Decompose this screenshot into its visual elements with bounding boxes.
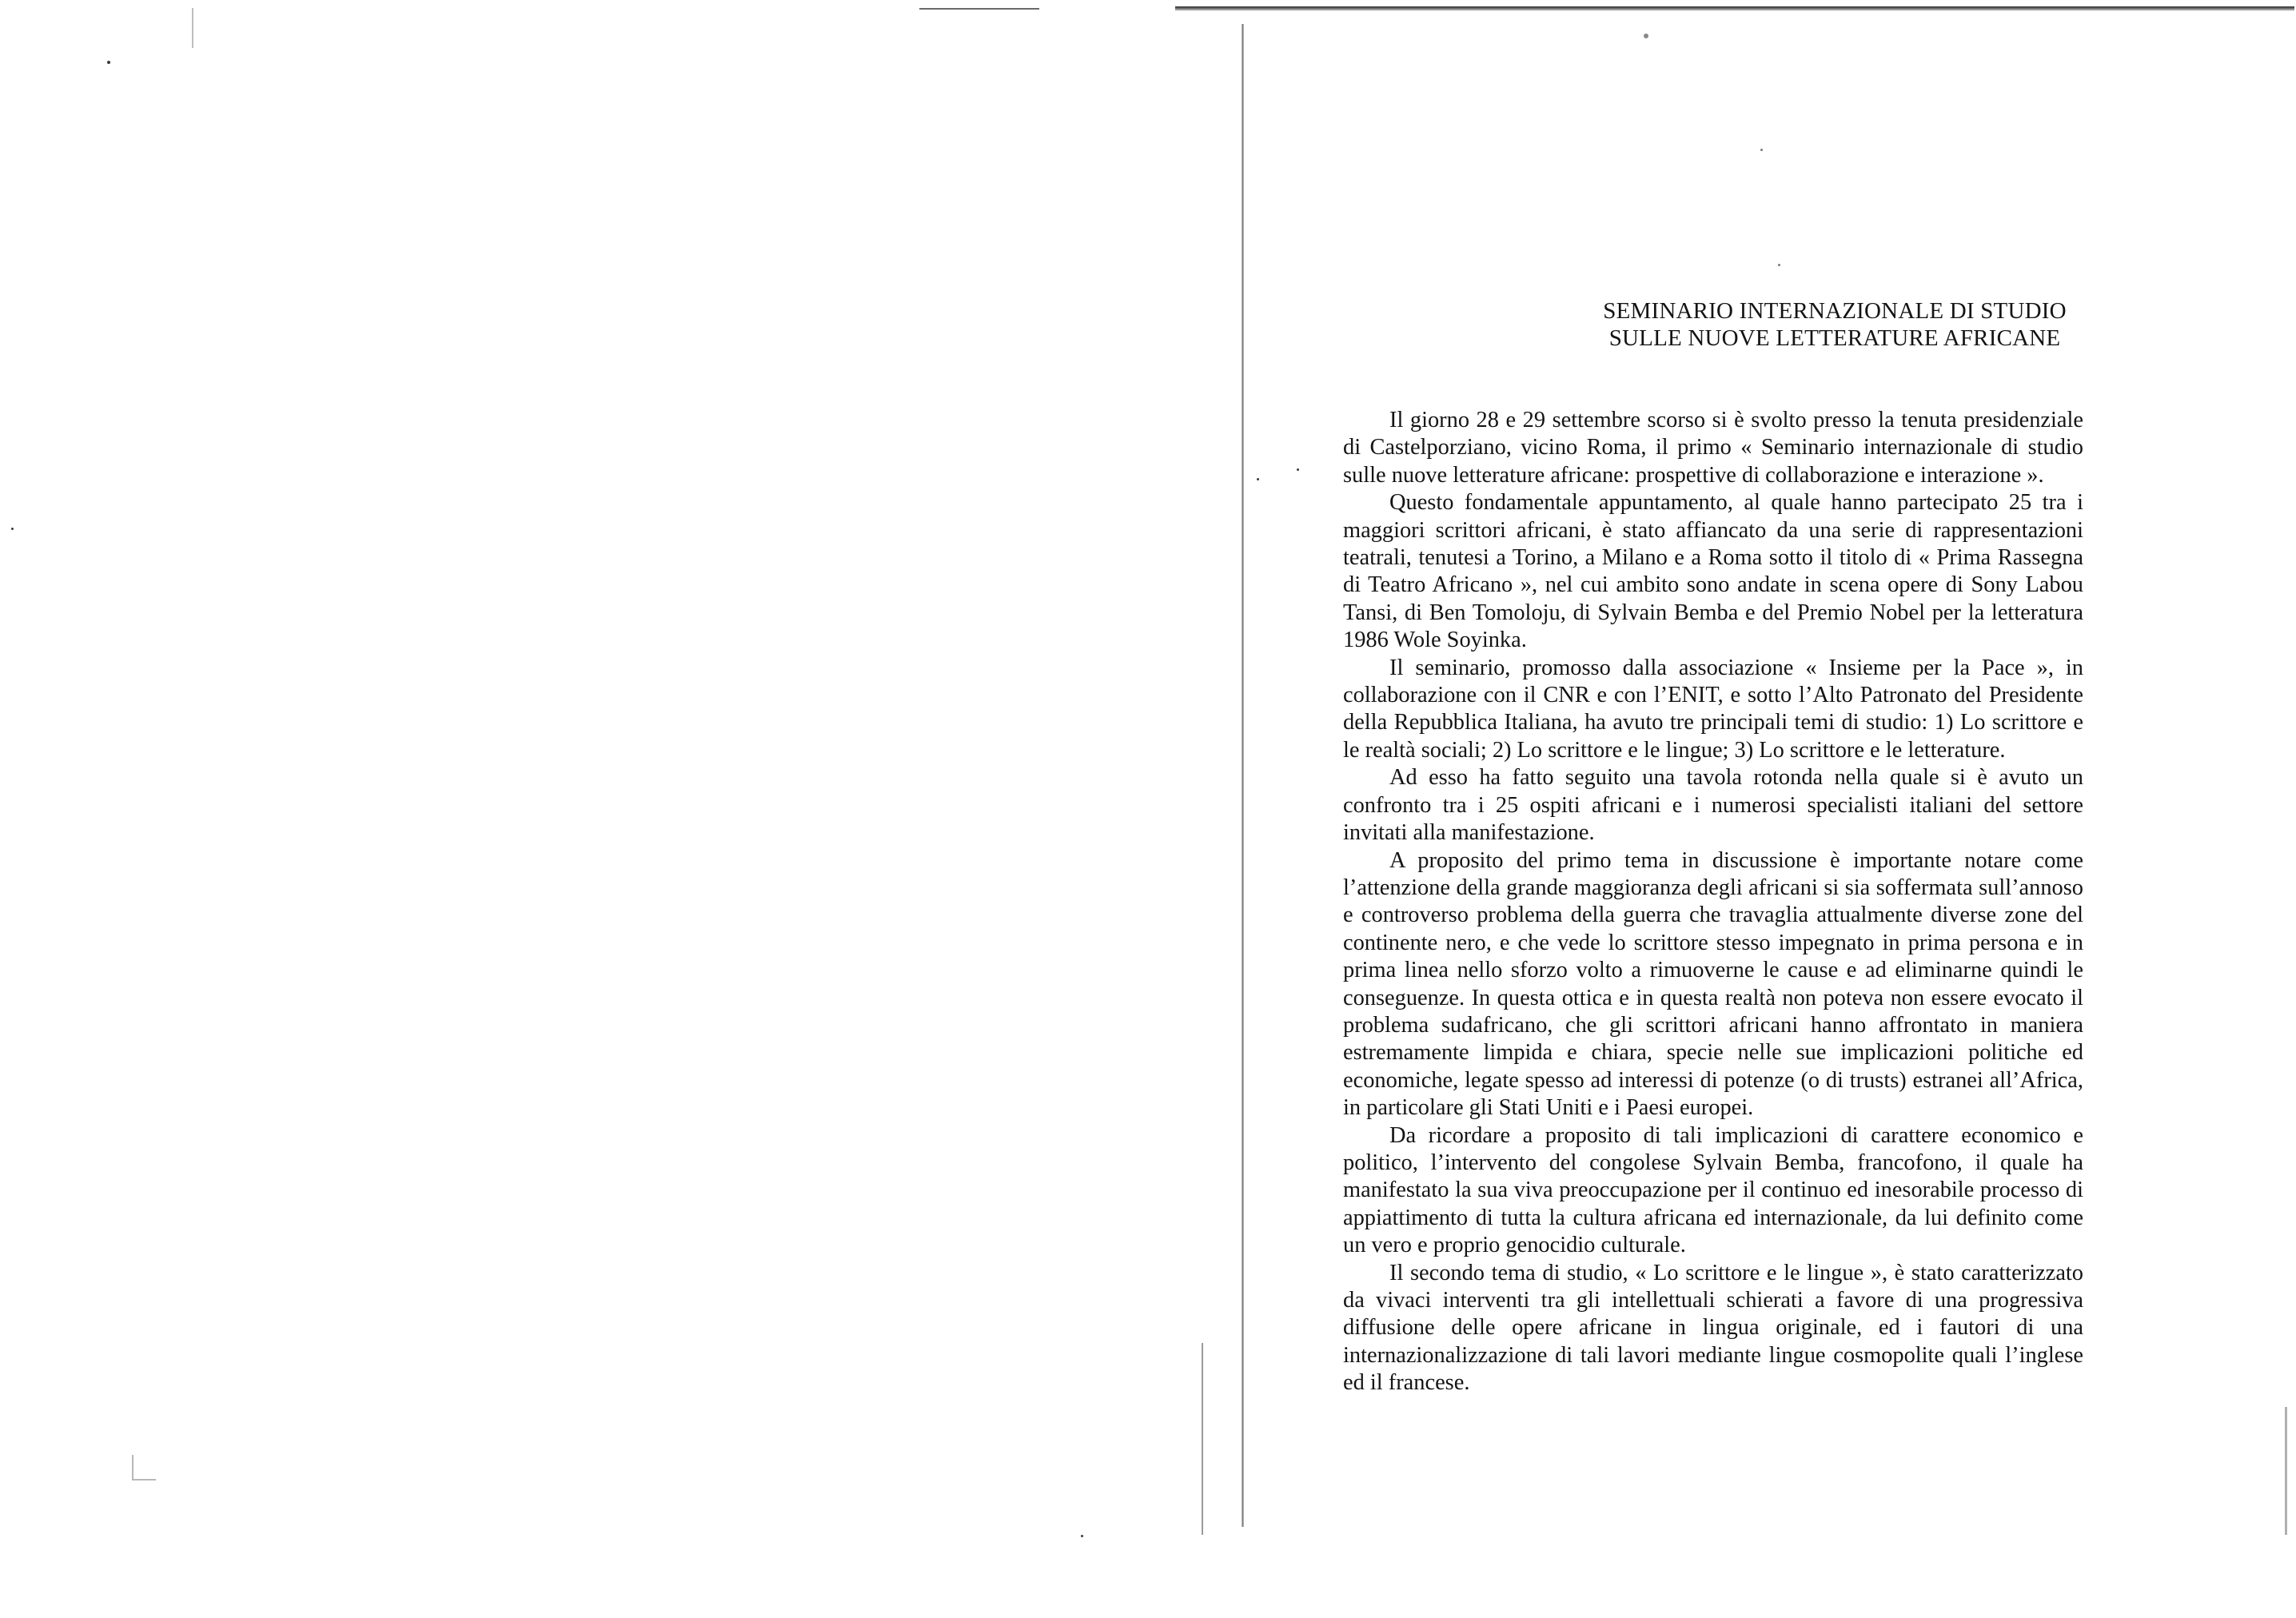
paragraph: Da ricordare a proposito di tali implicazioni di carattere economico e politico, l’intervento del congolese Sylvain Bemba, francofono, il quale ha manifestato la sua viva preoccupazione per il continuo ed inesorabile processo di appiattimento di tutta la cultura africana ed internazionale, da lui definito come un vero e proprio genocidio culturale. [1343, 1122, 2083, 1258]
scan-speck [1778, 264, 1780, 266]
title-line-2: SULLE NUOVE LETTERATURE AFRICANE [1608, 325, 2061, 351]
scan-speck [1644, 34, 1648, 38]
scan-speck [1081, 1535, 1083, 1537]
scan-speck [1257, 478, 1259, 480]
left-page-edge-mark [919, 8, 1039, 10]
paragraph: Il secondo tema di studio, « Lo scrittore e le lingue », è stato caratterizzato da vivaci interventi tra gli intellettuali schierati a favore di una progressiva diffusione delle opere africane in lingua originale, ed i fautori di una internazionalizzazione di tali lavori mediante lingue cosmopolite quali l’inglese ed il francese. [1343, 1260, 2083, 1396]
book-fold-shadow [1202, 1343, 1203, 1535]
paragraph: A proposito del primo tema in discussione è importante notare come l’attenzione della grande maggioranza degli africani si sia soffermata sull’annoso e controverso problema della guerra che travaglia attualmente diverse zone del continente nero, e che vede lo scrittore stesso impegnato in prima persona e in prima linea nello sforzo volto a rimuoverne le cause e ad eliminarne quindi le conseguenze. In questa ottica e in questa realtà non poteva non essere evocato il problema sudafricano, che gli scrittori africani hanno affrontato in maniera estremamente limpida e chiara, specie nelle sue implicazioni politiche ed economiche, legate spesso ad interessi di potenze (o di trusts) estranei all’Africa, in particolare gli Stati Uniti e i Paesi europei. [1343, 847, 2083, 1121]
right-page-edge-mark [2285, 1407, 2287, 1535]
scan-speck [1760, 149, 1763, 151]
paragraph: Il giorno 28 e 29 settembre scorso si è svolto presso la tenuta presidenziale di Castelporziano, vicino Roma, il primo « Seminario internazionale di studio sulle nuove letterature africane: prospettive di collaborazione e interazione ». [1343, 408, 2083, 488]
left-page-bottom-mark [132, 1455, 156, 1481]
scan-speck [1297, 468, 1299, 471]
scan-speck [107, 61, 110, 64]
paragraph: Questo fondamentale appuntamento, al quale hanno partecipato 25 tra i maggiori scrittori africani, è stato affiancato da una serie di rappresentazioni teatrali, tenutesi a Torino, a Milano e a Roma sotto il titolo di « Prima Rassegna di Teatro Africano », nel cui ambito sono andate in scena opere di Sony Labou Tansi, di Ben Tomoloju, di Sylvain Bemba e del Premio Nobel per la letteratura 1986 Wole Soyinka. [1343, 490, 2083, 653]
scan-speck [11, 528, 14, 530]
title-line-1: SEMINARIO INTERNAZIONALE DI STUDIO [1603, 298, 2067, 324]
book-fold-line [1242, 24, 1244, 1527]
paragraph: Il seminario, promosso dalla associazione « Insieme per la Pace », in collaborazione con il CNR e con l’ENIT, e sotto l’Alto Patronato del Presidente della Repubblica Italiana, ha avuto tre principali temi di studio: 1) Lo scrittore e le realtà sociali; 2) Lo scrittore e le lingue; 3) Lo scrittore e le letterature. [1343, 655, 2083, 763]
article-title [1343, 297, 2296, 352]
page-top-edge-shadow [1175, 6, 2294, 11]
article-body [1343, 407, 2083, 1397]
paragraph: Ad esso ha fatto seguito una tavola rotonda nella quale si è avuto un confronto tra i 25 ospiti africani e i numerosi specialisti italiani del settore invitati alla manifestazione. [1343, 765, 2083, 846]
left-page-corner-mark [192, 8, 193, 48]
